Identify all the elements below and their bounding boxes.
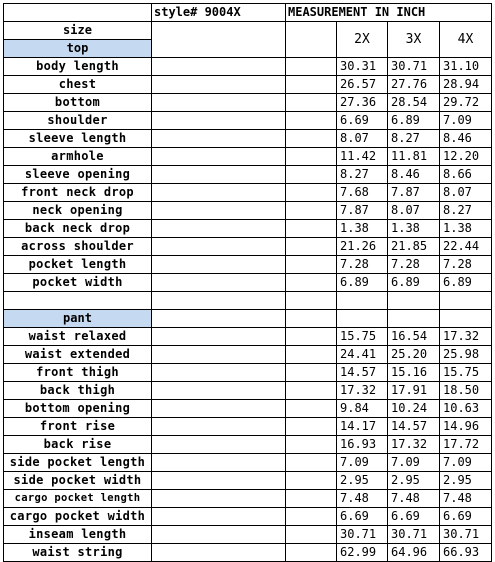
blank-cell[interactable] — [286, 148, 337, 166]
measurement-label[interactable]: side pocket length — [4, 454, 152, 472]
measurement-value[interactable]: 7.48 — [337, 490, 388, 508]
measurement-value[interactable]: 25.20 — [388, 346, 440, 364]
blank-cell[interactable] — [152, 328, 286, 346]
blank-cell[interactable] — [286, 508, 337, 526]
measurement-value[interactable]: 8.46 — [388, 166, 440, 184]
measurement-value[interactable]: 2.95 — [388, 472, 440, 490]
blank-cell[interactable] — [152, 472, 286, 490]
blank-cell[interactable] — [152, 346, 286, 364]
measurement-label[interactable]: front thigh — [4, 364, 152, 382]
blank-cell[interactable] — [152, 490, 286, 508]
measurement-value[interactable]: 17.32 — [440, 328, 492, 346]
blank-cell[interactable] — [286, 400, 337, 418]
blank-cell[interactable] — [286, 202, 337, 220]
measurement-value[interactable]: 21.85 — [388, 238, 440, 256]
blank-cell[interactable] — [286, 310, 337, 328]
measurement-value[interactable]: 14.96 — [440, 418, 492, 436]
measurement-label[interactable]: back neck drop — [4, 220, 152, 238]
measurement-value[interactable]: 14.57 — [388, 418, 440, 436]
measurement-label[interactable]: back rise — [4, 436, 152, 454]
table-row — [4, 238, 492, 256]
measurement-value[interactable]: 7.28 — [440, 256, 492, 274]
table-row — [4, 148, 492, 166]
blank-cell[interactable] — [286, 526, 337, 544]
blank-cell[interactable] — [152, 76, 286, 94]
measurement-value[interactable]: 25.98 — [440, 346, 492, 364]
measurement-value[interactable]: 17.72 — [440, 436, 492, 454]
measurement-value[interactable]: 21.26 — [337, 238, 388, 256]
style-number[interactable]: style# 9004X — [152, 4, 286, 22]
blank-cell[interactable] — [286, 436, 337, 454]
blank-cell[interactable] — [286, 130, 337, 148]
table-row — [4, 130, 492, 148]
table-row — [4, 256, 492, 274]
measurement-value[interactable]: 30.71 — [337, 526, 388, 544]
measurement-value[interactable]: 22.44 — [440, 238, 492, 256]
blank-cell[interactable] — [152, 148, 286, 166]
measurement-value[interactable]: 8.66 — [440, 166, 492, 184]
measurement-value[interactable]: 26.57 — [337, 76, 388, 94]
measurement-value[interactable]: 11.81 — [388, 148, 440, 166]
measurement-value[interactable]: 30.71 — [440, 526, 492, 544]
table-row — [4, 76, 492, 94]
measurement-value[interactable]: 7.28 — [337, 256, 388, 274]
blank-cell[interactable] — [152, 292, 286, 310]
table-row — [4, 346, 492, 364]
blank-cell[interactable] — [286, 454, 337, 472]
measurement-label[interactable]: front neck drop — [4, 184, 152, 202]
measurement-value[interactable]: 6.69 — [337, 112, 388, 130]
measurement-label[interactable]: cargo pocket width — [4, 508, 152, 526]
measurement-value[interactable]: 10.24 — [388, 400, 440, 418]
measurement-value[interactable]: 28.94 — [440, 76, 492, 94]
table-row — [4, 274, 492, 292]
measurement-value[interactable]: 7.87 — [337, 202, 388, 220]
table-row — [4, 112, 492, 130]
table-row — [4, 184, 492, 202]
blank-cell[interactable] — [286, 418, 337, 436]
measurement-value[interactable]: 6.69 — [440, 508, 492, 526]
measurement-value[interactable]: 16.93 — [337, 436, 388, 454]
blank-cell[interactable] — [286, 544, 337, 562]
measurement-label[interactable]: armhole — [4, 148, 152, 166]
table-row — [4, 382, 492, 400]
blank-cell[interactable] — [152, 184, 286, 202]
measurement-value[interactable]: 6.89 — [388, 112, 440, 130]
blank-cell[interactable] — [152, 130, 286, 148]
blank-cell[interactable] — [286, 274, 337, 292]
measurement-value[interactable]: 8.07 — [388, 202, 440, 220]
blank-cell[interactable] — [286, 346, 337, 364]
blank-cell[interactable] — [4, 292, 152, 310]
table-row — [4, 202, 492, 220]
section-label-top[interactable]: top — [4, 40, 152, 58]
measurement-label[interactable]: body length — [4, 58, 152, 76]
measurement-label[interactable]: sleeve opening — [4, 166, 152, 184]
measurement-value[interactable]: 8.27 — [440, 202, 492, 220]
blank-cell[interactable] — [388, 292, 440, 310]
measurement-value[interactable]: 7.09 — [440, 454, 492, 472]
measurement-value[interactable]: 6.89 — [337, 274, 388, 292]
table-row — [4, 166, 492, 184]
measurement-value[interactable]: 29.72 — [440, 94, 492, 112]
blank-cell[interactable] — [286, 256, 337, 274]
blank-cell[interactable] — [286, 22, 337, 58]
blank-cell[interactable] — [286, 382, 337, 400]
measurement-value[interactable]: 31.10 — [440, 58, 492, 76]
measurement-value[interactable]: 9.84 — [337, 400, 388, 418]
measurement-value[interactable]: 12.20 — [440, 148, 492, 166]
table-body — [4, 4, 492, 562]
table-row — [4, 58, 492, 76]
blank-cell[interactable] — [286, 94, 337, 112]
blank-cell[interactable] — [152, 400, 286, 418]
blank-cell[interactable] — [152, 166, 286, 184]
measurement-label[interactable]: pocket width — [4, 274, 152, 292]
measurement-value[interactable]: 7.48 — [440, 490, 492, 508]
measurement-value[interactable]: 6.89 — [440, 274, 492, 292]
blank-cell[interactable] — [152, 544, 286, 562]
measurement-value[interactable]: 2.95 — [440, 472, 492, 490]
blank-cell[interactable] — [337, 292, 388, 310]
measurement-value[interactable]: 8.07 — [337, 130, 388, 148]
blank-cell[interactable] — [286, 364, 337, 382]
table-row — [4, 508, 492, 526]
measurement-value[interactable]: 16.54 — [388, 328, 440, 346]
measurement-label[interactable]: bottom opening — [4, 400, 152, 418]
measurement-value[interactable]: 10.63 — [440, 400, 492, 418]
sheet-title[interactable]: MEASUREMENT IN INCH — [286, 4, 492, 22]
measurement-value[interactable]: 8.27 — [337, 166, 388, 184]
measurement-value[interactable]: 17.91 — [388, 382, 440, 400]
blank-cell[interactable] — [152, 112, 286, 130]
blank-cell[interactable] — [286, 112, 337, 130]
measurement-value[interactable]: 30.71 — [388, 526, 440, 544]
blank-cell[interactable] — [286, 328, 337, 346]
table-row — [4, 436, 492, 454]
table-row — [4, 490, 492, 508]
blank-cell[interactable] — [152, 310, 286, 328]
blank-cell[interactable] — [152, 94, 286, 112]
blank-cell[interactable] — [152, 238, 286, 256]
measurement-value[interactable]: 7.09 — [440, 112, 492, 130]
table-row — [4, 94, 492, 112]
measurement-value[interactable]: 64.96 — [388, 544, 440, 562]
blank-cell[interactable] — [337, 310, 388, 328]
measurement-value[interactable]: 27.36 — [337, 94, 388, 112]
measurement-label[interactable]: pocket length — [4, 256, 152, 274]
table-row — [4, 220, 492, 238]
blank-cell[interactable] — [388, 310, 440, 328]
measurement-value[interactable]: 7.48 — [388, 490, 440, 508]
blank-cell[interactable] — [152, 256, 286, 274]
measurement-label[interactable]: bottom — [4, 94, 152, 112]
measurement-label[interactable]: inseam length — [4, 526, 152, 544]
header-row — [4, 4, 492, 22]
measurement-value[interactable]: 8.07 — [440, 184, 492, 202]
measurement-label[interactable]: chest — [4, 76, 152, 94]
table-row — [4, 400, 492, 418]
blank-cell[interactable] — [152, 58, 286, 76]
measurement-value[interactable]: 27.76 — [388, 76, 440, 94]
blank-cell[interactable] — [286, 238, 337, 256]
blank-cell[interactable] — [286, 58, 337, 76]
spacer-row — [4, 292, 492, 310]
measurement-label[interactable]: front rise — [4, 418, 152, 436]
measurement-label[interactable]: neck opening — [4, 202, 152, 220]
blank-cell[interactable] — [152, 220, 286, 238]
measurement-value[interactable]: 7.87 — [388, 184, 440, 202]
blank-cell[interactable] — [286, 166, 337, 184]
blank-cell[interactable] — [152, 418, 286, 436]
blank-cell[interactable] — [286, 184, 337, 202]
measurement-value[interactable]: 18.50 — [440, 382, 492, 400]
blank-cell[interactable] — [152, 436, 286, 454]
measurement-value[interactable]: 30.71 — [388, 58, 440, 76]
measurement-value[interactable]: 14.57 — [337, 364, 388, 382]
table-row — [4, 418, 492, 436]
blank-cell[interactable] — [286, 220, 337, 238]
size-header-4x[interactable]: 4X — [440, 22, 492, 58]
measurement-label[interactable]: back thigh — [4, 382, 152, 400]
blank-cell[interactable] — [440, 310, 492, 328]
measurement-value[interactable]: 1.38 — [388, 220, 440, 238]
size-header-3x[interactable]: 3X — [388, 22, 440, 58]
table-row — [4, 364, 492, 382]
measurement-value[interactable]: 28.54 — [388, 94, 440, 112]
measurement-label[interactable]: waist string — [4, 544, 152, 562]
measurement-value[interactable]: 7.09 — [388, 454, 440, 472]
measurement-value[interactable]: 6.69 — [388, 508, 440, 526]
table-row — [4, 328, 492, 346]
measurement-label[interactable]: side pocket width — [4, 472, 152, 490]
measurement-value[interactable]: 15.75 — [440, 364, 492, 382]
measurement-value[interactable]: 24.41 — [337, 346, 388, 364]
measurement-value[interactable]: 7.28 — [388, 256, 440, 274]
table-row — [4, 472, 492, 490]
measurement-value[interactable]: 11.42 — [337, 148, 388, 166]
measurement-value[interactable]: 66.93 — [440, 544, 492, 562]
measurement-value[interactable]: 2.95 — [337, 472, 388, 490]
blank-cell[interactable] — [152, 526, 286, 544]
blank-cell[interactable] — [152, 454, 286, 472]
blank-cell[interactable] — [152, 274, 286, 292]
size-label[interactable]: size — [4, 22, 152, 40]
table-row — [4, 526, 492, 544]
measurement-label[interactable]: cargo pocket length — [4, 490, 152, 508]
blank-cell[interactable] — [286, 472, 337, 490]
measurement-value[interactable]: 8.46 — [440, 130, 492, 148]
measurement-value[interactable]: 8.27 — [388, 130, 440, 148]
table-row — [4, 454, 492, 472]
measurement-value[interactable]: 7.09 — [337, 454, 388, 472]
measurement-value[interactable]: 1.38 — [337, 220, 388, 238]
blank-cell[interactable] — [152, 508, 286, 526]
blank-cell[interactable] — [152, 22, 286, 58]
measurement-label[interactable]: sleeve length — [4, 130, 152, 148]
measurement-label[interactable]: waist relaxed — [4, 328, 152, 346]
measurement-value[interactable]: 17.32 — [388, 436, 440, 454]
blank-cell[interactable] — [286, 76, 337, 94]
measurement-label[interactable]: across shoulder — [4, 238, 152, 256]
measurement-value[interactable]: 14.17 — [337, 418, 388, 436]
size-header-2x[interactable]: 2X — [337, 22, 388, 58]
blank-cell[interactable] — [286, 292, 337, 310]
blank-cell[interactable] — [440, 292, 492, 310]
measurement-value[interactable]: 6.89 — [388, 274, 440, 292]
measurement-label[interactable]: waist extended — [4, 346, 152, 364]
size-label-row — [4, 22, 492, 40]
blank-cell[interactable] — [286, 490, 337, 508]
measurement-value[interactable]: 30.31 — [337, 58, 388, 76]
blank-cell[interactable] — [152, 202, 286, 220]
measurement-value[interactable]: 62.99 — [337, 544, 388, 562]
measurement-label[interactable]: shoulder — [4, 112, 152, 130]
measurement-value[interactable]: 15.75 — [337, 328, 388, 346]
measurement-table — [3, 3, 492, 562]
blank-cell[interactable] — [152, 364, 286, 382]
measurement-value[interactable]: 15.16 — [388, 364, 440, 382]
table-row — [4, 544, 492, 562]
section-label-pant[interactable]: pant — [4, 310, 152, 328]
measurement-value[interactable]: 6.69 — [337, 508, 388, 526]
blank-cell[interactable] — [152, 382, 286, 400]
measurement-value[interactable]: 17.32 — [337, 382, 388, 400]
measurement-value[interactable]: 1.38 — [440, 220, 492, 238]
pant-section-row — [4, 310, 492, 328]
corner-cell[interactable] — [4, 4, 152, 22]
measurement-value[interactable]: 7.68 — [337, 184, 388, 202]
